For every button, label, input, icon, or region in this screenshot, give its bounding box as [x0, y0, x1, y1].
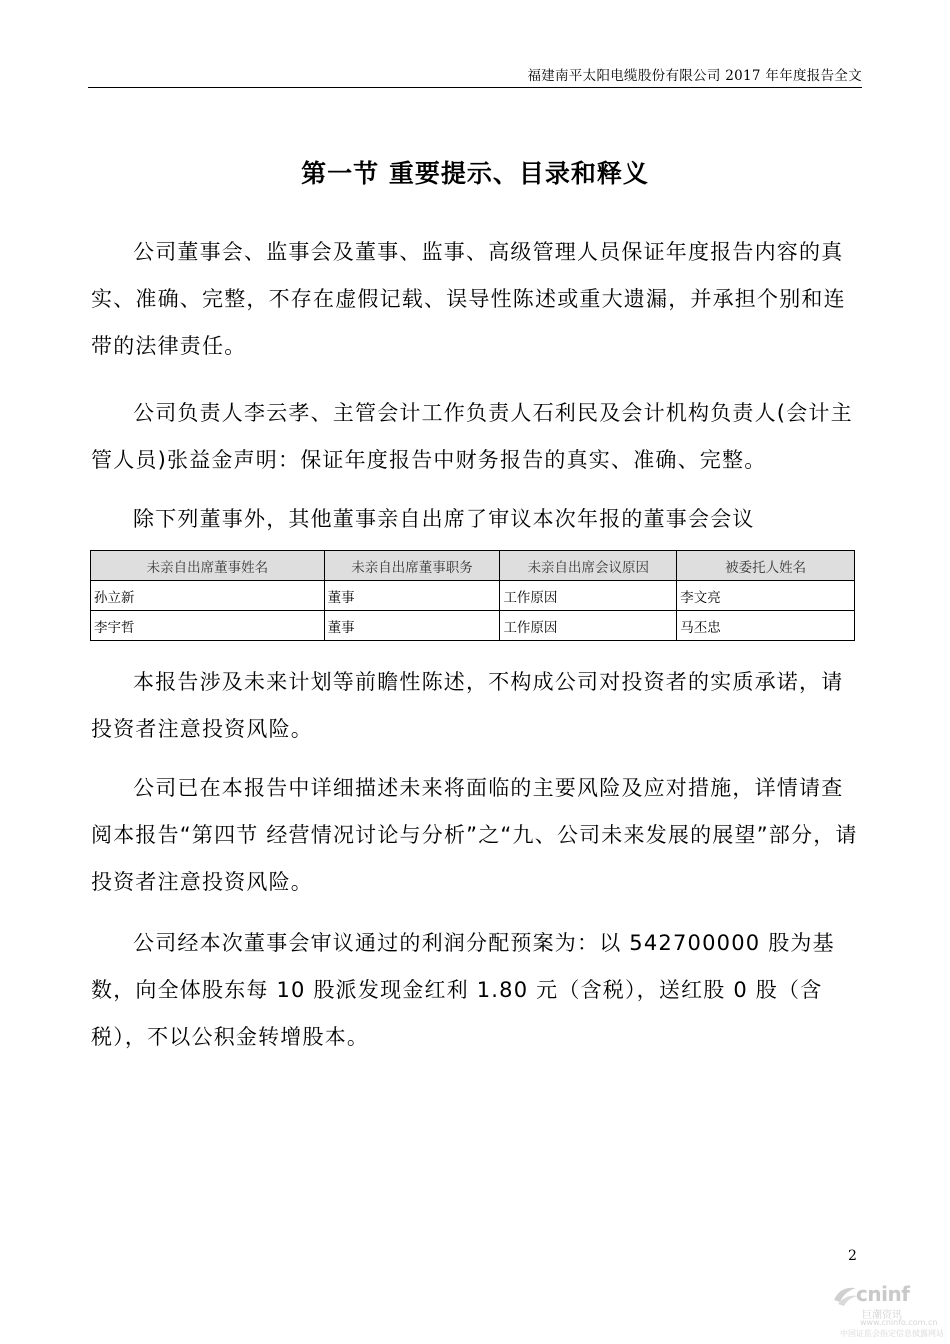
- table-cell: 孙立新: [91, 581, 325, 611]
- paragraph-absent-directors: 除下列董事外，其他董事亲自出席了审议本次年报的董事会会议: [133, 507, 755, 531]
- logo-slogan: 中国证监会指定信息披露网站: [840, 1329, 944, 1338]
- table-header-cell: 未亲自出席董事姓名: [91, 551, 325, 581]
- section-title: 第一节 重要提示、目录和释义: [301, 159, 649, 188]
- table-cell: 董事: [324, 611, 500, 641]
- header-text: 福建南平太阳电缆股份有限公司 2017 年年度报告全文: [527, 68, 862, 84]
- paragraph-responsibility: 公司董事会、监事会及董事、监事、高级管理人员保证年度报告内容的真实、准确、完整，不存在虚假记载、误导性陈述或重大遗漏，并承担个别和连带的法律责任。: [91, 240, 846, 358]
- table-row: [91, 581, 855, 611]
- table-cell: 李文亮: [677, 581, 855, 611]
- table-cell: 董事: [324, 581, 500, 611]
- table-cell: 马丕忠: [677, 611, 855, 641]
- absent-directors-table: [90, 550, 855, 641]
- paragraph-declaration: 公司负责人李云孝、主管会计工作负责人石利民及会计机构负责人(会计主管人员)张益金声明：保证年度报告中财务报告的真实、准确、完整。: [91, 401, 853, 472]
- logo-subtitle: 巨潮资讯: [862, 1310, 902, 1321]
- table-header-row: [91, 551, 855, 581]
- page-number: 2: [848, 1248, 857, 1264]
- table-header-cell: 未亲自出席董事职务: [324, 551, 500, 581]
- table-cell: 李宇哲: [91, 611, 325, 641]
- table-cell: 工作原因: [500, 611, 677, 641]
- paragraph-forward-looking: 本报告涉及未来计划等前瞻性陈述，不构成公司对投资者的实质承诺，请投资者注意投资风险。: [91, 670, 844, 741]
- paragraph-profit-distribution: 公司经本次董事会审议通过的利润分配预案为：以 542700000 股为基数，向全体股东每 10 股派发现金红利 1.80 元（含税），送红股 0 股（含税），不以公积金转增股本。: [91, 931, 835, 1049]
- table-header-cell: 被委托人姓名: [677, 551, 855, 581]
- page-header: [88, 60, 862, 88]
- table-row: [91, 611, 855, 641]
- paragraph-risks: 公司已在本报告中详细描述未来将面临的主要风险及应对措施，详情请查阅本报告“第四节 经营情况讨论与分析”之“九、公司未来发展的展望”部分，请投资者注意投资风险。: [91, 776, 858, 894]
- table-cell: 工作原因: [500, 581, 677, 611]
- logo-url: www.cninfo.com.cn: [860, 1318, 938, 1327]
- cninfo-logo: [830, 1282, 944, 1338]
- logo-wordmark: cninf: [856, 1282, 910, 1306]
- table-header-cell: 未亲自出席会议原因: [500, 551, 677, 581]
